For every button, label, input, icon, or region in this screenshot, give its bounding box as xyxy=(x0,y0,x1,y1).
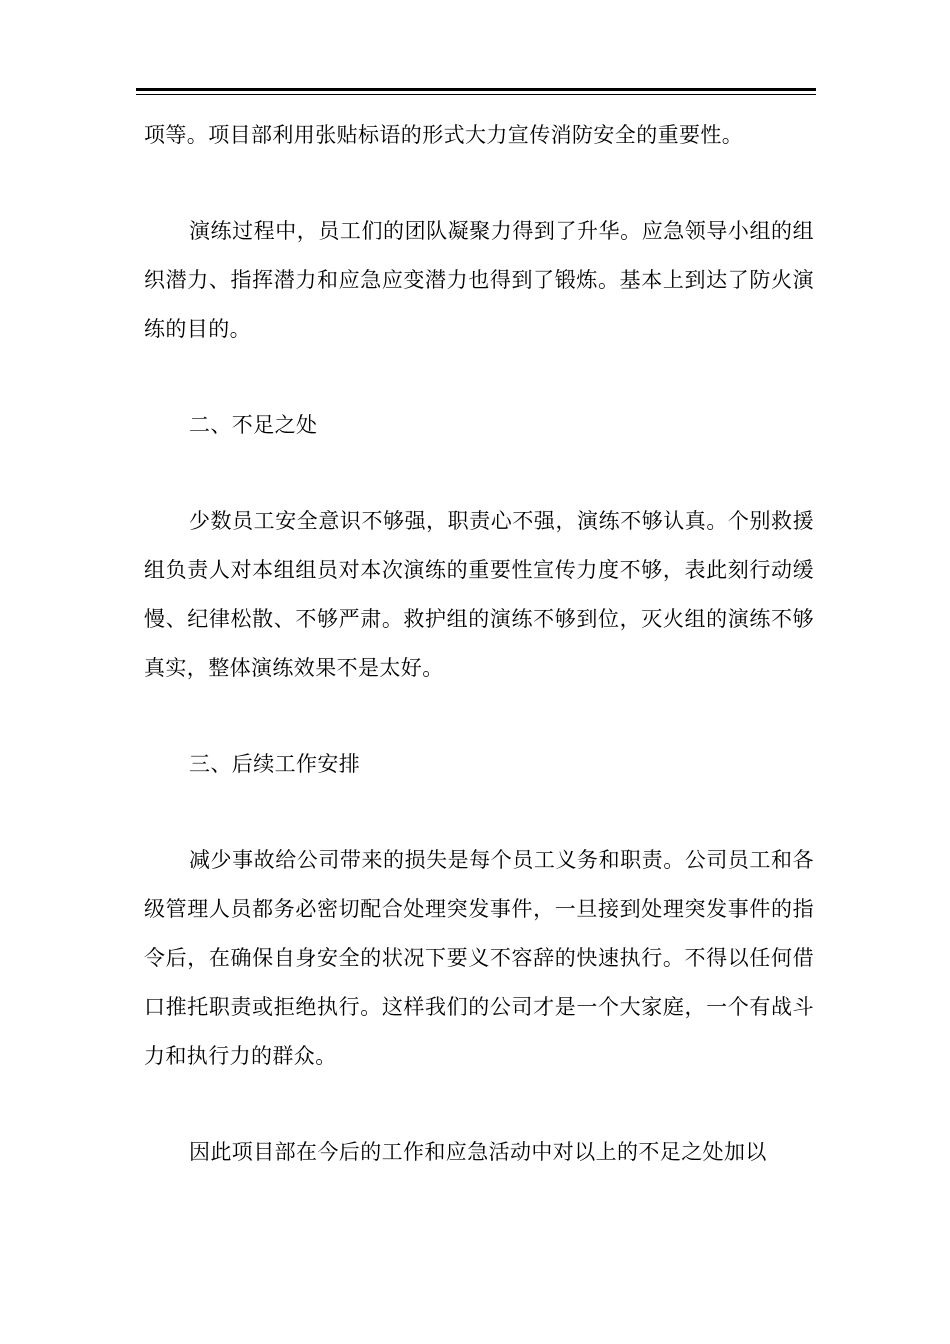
paragraph-continued: 项等。项目部利用张贴标语的形式大力宣传消防安全的重要性。 xyxy=(144,123,744,147)
paragraph-follow-up: 减少事故给公司带来的损失是每个员工义务和职责。公司员工和各级管理人员都务必密切配合处理突发事件，一旦接到处理突发事件的指令后，在确保自身安全的状况下要义不容辞的快速执行。不得以任何借口推托职责或拒绝执行。这样我们的公司才是一个大家庭，一个有战斗力和执行力的群众。 xyxy=(144,848,814,1068)
paragraph-gap xyxy=(144,450,814,497)
paragraph-drill-outcome: 演练过程中，员工们的团队凝聚力得到了升华。应急领导小组的组织潜力、指挥潜力和应急应变潜力也得到了锻炼。基本上到达了防火演练的目的。 xyxy=(144,219,814,341)
paragraph-gap xyxy=(144,1081,814,1128)
header-rule xyxy=(136,88,816,95)
document-body xyxy=(144,111,814,1177)
section-heading-follow-up: 三、后续工作安排 xyxy=(189,752,361,776)
paragraph-closing: 因此项目部在今后的工作和应急活动中对以上的不足之处加以 xyxy=(189,1140,767,1164)
paragraph-gap xyxy=(144,354,814,401)
paragraph-gap xyxy=(144,160,814,207)
paragraph-gap xyxy=(144,789,814,836)
paragraph-shortcomings: 少数员工安全意识不够强，职责心不强，演练不够认真。个别救援组负责人对本组组员对本次演练的重要性宣传力度不够，表此刻行动缓慢、纪律松散、不够严肃。救护组的演练不够到位，灭火组的演练不够真实，整体演练效果不是太好。 xyxy=(144,509,814,680)
section-heading-shortcomings: 二、不足之处 xyxy=(189,413,318,437)
paragraph-gap xyxy=(144,693,814,740)
